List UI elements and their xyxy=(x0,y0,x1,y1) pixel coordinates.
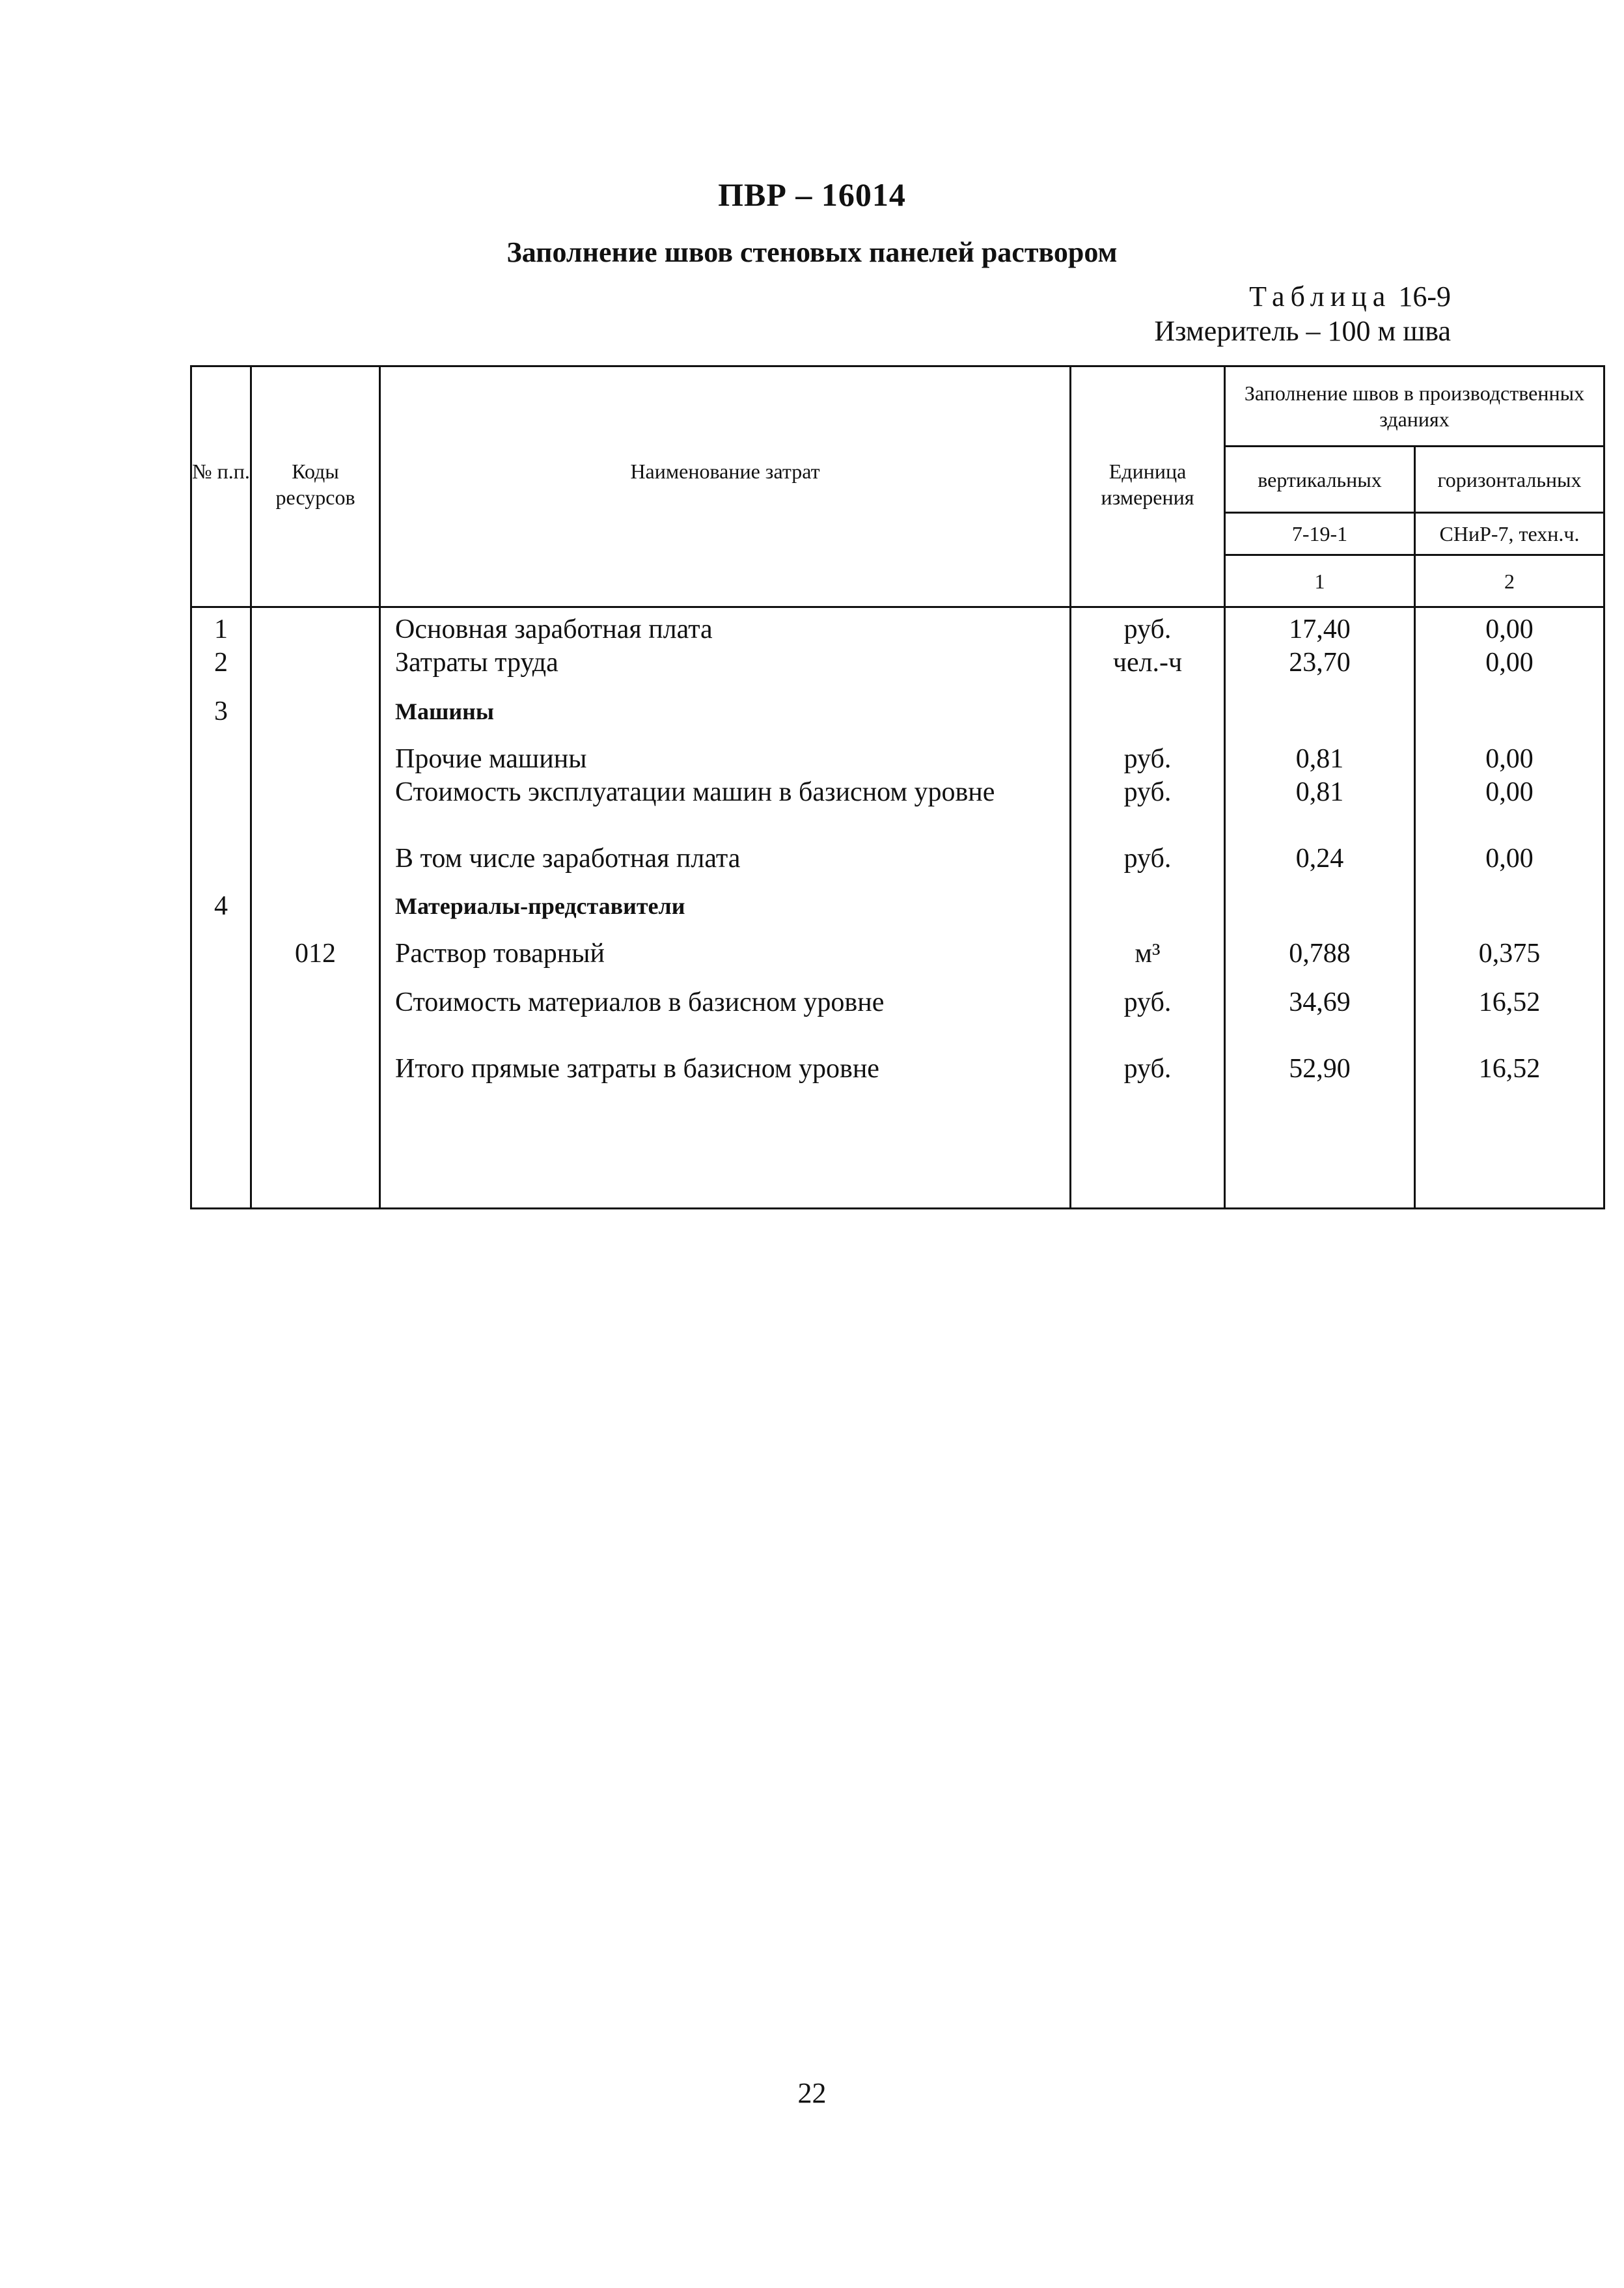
header-group: Заполнение швов в производственных зданиях xyxy=(1225,366,1604,447)
row-7-name: Материалы-представители xyxy=(395,893,685,919)
page-number: 22 xyxy=(797,2077,827,2109)
row-4-name: Прочие машины xyxy=(395,744,587,774)
table-word: Таблица xyxy=(1249,281,1392,312)
column-code xyxy=(251,607,380,1209)
row-1-v2: 0,00 xyxy=(1485,614,1534,644)
row-6-v2: 0,00 xyxy=(1485,844,1534,874)
row-5-v1: 0,81 xyxy=(1295,777,1344,807)
row-2-name: Затраты труда xyxy=(395,648,558,678)
row-7-no: 4 xyxy=(214,891,228,921)
row-1-v1: 17,40 xyxy=(1289,614,1351,644)
header-col2: горизонтальных xyxy=(1415,447,1604,513)
header-no: № п.п. xyxy=(191,366,251,607)
header-codes: Коды ресурсов xyxy=(251,366,380,607)
row-3-name: Машины xyxy=(395,698,494,724)
column-vertical xyxy=(1225,607,1415,1209)
row-4-v1: 0,81 xyxy=(1295,744,1344,774)
row-6-name: В том числе заработная плата xyxy=(395,844,741,874)
row-8-v1: 0,788 xyxy=(1289,939,1351,969)
row-10-v2: 16,52 xyxy=(1478,1054,1541,1084)
row-9-v1: 34,69 xyxy=(1289,987,1351,1017)
row-1-no: 1 xyxy=(214,614,228,644)
header-num1: 1 xyxy=(1225,555,1415,607)
measurement-unit: Измеритель – 100 м шва xyxy=(1154,315,1451,347)
row-4-unit: руб. xyxy=(1123,744,1172,774)
row-8-v2: 0,375 xyxy=(1478,939,1541,969)
row-9-v2: 16,52 xyxy=(1478,987,1541,1017)
row-1-unit: руб. xyxy=(1123,614,1172,644)
header-num2: 2 xyxy=(1415,555,1604,607)
table-label xyxy=(1249,280,1451,313)
row-5-name: Стоимость эксплуатации машин в базисном уровне xyxy=(395,777,995,807)
row-2-no: 2 xyxy=(214,648,228,678)
row-10-unit: руб. xyxy=(1123,1054,1172,1084)
column-horizontal xyxy=(1415,607,1604,1209)
column-unit xyxy=(1071,607,1225,1209)
header-name: Наименование затрат xyxy=(380,366,1071,607)
row-2-v2: 0,00 xyxy=(1485,648,1534,678)
row-6-unit: руб. xyxy=(1123,844,1172,874)
row-5-unit: руб. xyxy=(1123,777,1172,807)
row-8-unit: м³ xyxy=(1135,939,1161,969)
cost-table xyxy=(190,365,1605,1209)
table-number: 16-9 xyxy=(1398,281,1451,312)
row-2-unit: чел.-ч xyxy=(1112,648,1183,678)
row-2-v1: 23,70 xyxy=(1289,648,1351,678)
document-code: ПВР – 16014 xyxy=(718,176,906,213)
column-name xyxy=(380,607,1071,1209)
row-10-name: Итого прямые затраты в базисном уровне xyxy=(395,1054,879,1084)
column-no xyxy=(191,607,251,1209)
row-1-name: Основная заработная плата xyxy=(395,614,713,644)
row-4-v2: 0,00 xyxy=(1485,744,1534,774)
row-10-v1: 52,90 xyxy=(1289,1054,1351,1084)
row-9-unit: руб. xyxy=(1123,987,1172,1017)
header-col1: вертикальных xyxy=(1225,447,1415,513)
document-title: Заполнение швов стеновых панелей раствором xyxy=(506,236,1118,268)
row-6-v1: 0,24 xyxy=(1295,844,1344,874)
row-3-no: 3 xyxy=(214,696,228,726)
row-8-name: Раствор товарный xyxy=(395,939,605,969)
header-unit: Единица измерения xyxy=(1071,366,1225,607)
row-5-v2: 0,00 xyxy=(1485,777,1534,807)
header-ref1: 7-19-1 xyxy=(1225,513,1415,555)
row-9-name: Стоимость материалов в базисном уровне xyxy=(395,987,885,1017)
row-8-code: 012 xyxy=(295,939,336,969)
header-ref2: СНиР-7, техн.ч. xyxy=(1415,513,1604,555)
